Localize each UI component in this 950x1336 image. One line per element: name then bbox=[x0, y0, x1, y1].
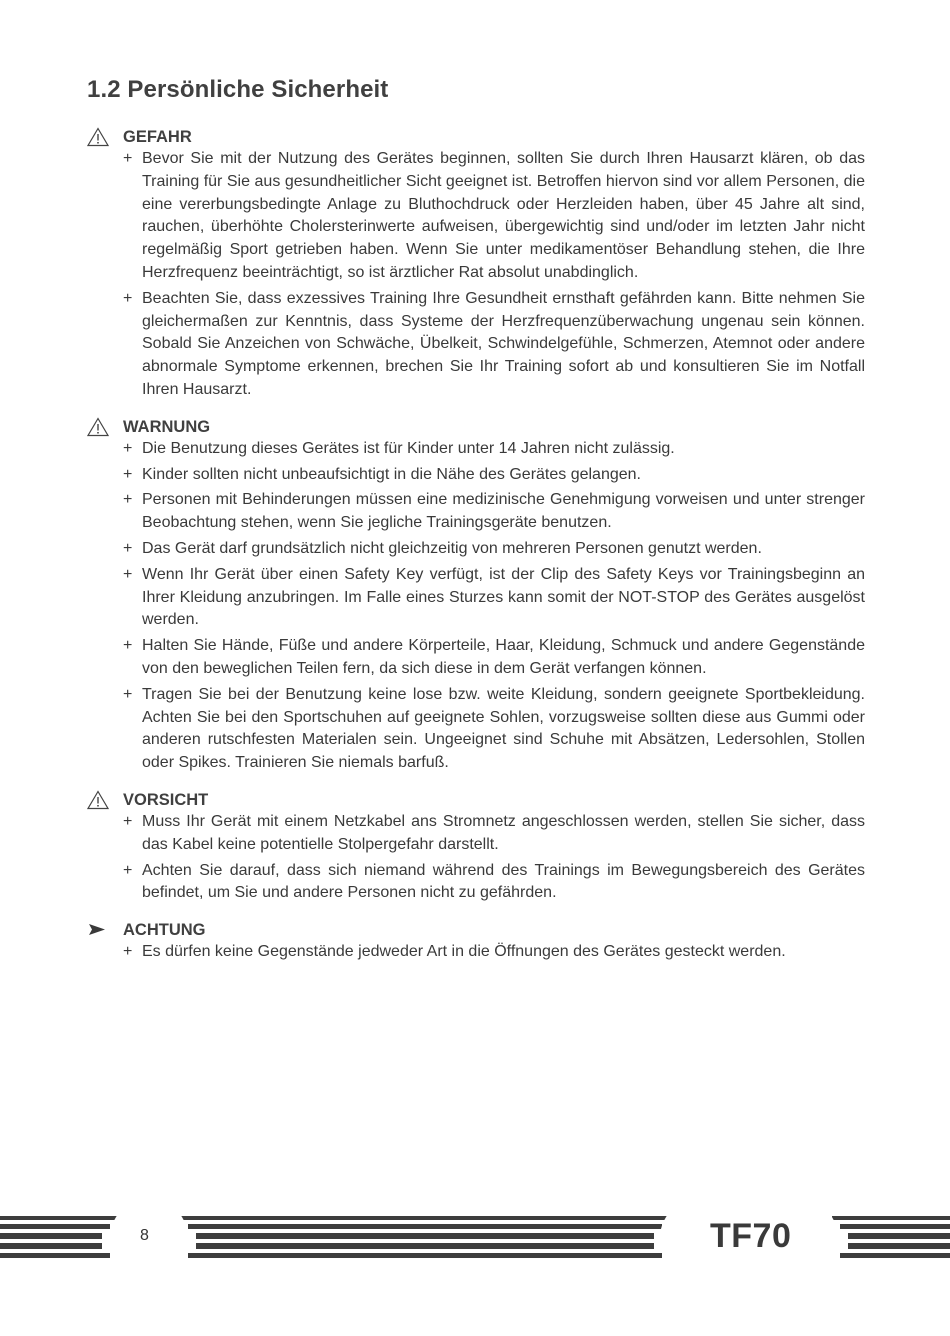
pointer-arrow-icon bbox=[87, 920, 109, 940]
section-warnung bbox=[87, 416, 865, 775]
list-item: + Halten Sie Hände, Füße und andere Körperteile, Haar, Kleidung, Schmuck und andere Gegenstände von den beweglichen Teilen fern, da sich diese in dem Gerät verfangen können. bbox=[123, 635, 865, 681]
list-item: + Die Benutzung dieses Gerätes ist für Kinder unter 14 Jahren nicht zulässig. bbox=[123, 438, 865, 461]
section-header bbox=[87, 789, 865, 811]
section-title: WARNUNG bbox=[123, 417, 211, 436]
warning-triangle-icon bbox=[87, 417, 109, 437]
section-title: ACHTUNG bbox=[123, 921, 206, 940]
list-item: + Wenn Ihr Gerät über einen Safety Key verfügt, ist der Clip des Safety Keys vor Trainingsbeginn an Ihrer Kleidung anzubringen. Im Falle eines Sturzes kann somit der NOT-STOP des Gerätes ausgelöst werden. bbox=[123, 564, 865, 632]
list-item: + Kinder sollten nicht unbeaufsichtigt in die Nähe des Gerätes gelangen. bbox=[123, 464, 865, 487]
model-name: TF70 bbox=[710, 1217, 792, 1255]
section-gefahr bbox=[87, 126, 865, 402]
list-item: + Personen mit Behinderungen müssen eine medizinische Genehmigung vorweisen und unter strenger Beobachtung stehen, wenn Sie jegliche Trainingsgeräte benutzen. bbox=[123, 489, 865, 535]
list-item: + Bevor Sie mit der Nutzung des Gerätes beginnen, sollten Sie durch Ihren Hausarzt klären, ob das Training für Sie aus gesundheitlicher Sicht geeignet ist. Betroffen hiervon sind vor allem Personen, die eine vererbungsbedingte Anlage zu Bluthochdruck oder Herzleiden haben, über 45 Jahre alt sind, rauchen, überhöhte Cholersterinwerte aufweisen, übergewichtig sind und/oder im letzten Jahr nicht regelmäßig Sport getrieben haben. Wenn Sie unter medikamentöser Behandlung stehen, die Ihre Herzfrequenz beeinträchtigt, so ist ärztlicher Rat absolut unabdinglich. bbox=[123, 148, 865, 285]
list-item: + Tragen Sie bei der Benutzung keine lose bzw. weite Kleidung, sondern geeignete Sportbekleidung. Achten Sie bei den Sportschuhen auf geeignete Sohlen, vorzugsweise sollten diese aus Gummi oder anderen rutschfesten Materialen sein. Ungeeignet sind Schuhe mit Absätzen, Ledersohlen, Stollen oder Spikes. Trainieren Sie niemals barfuß. bbox=[123, 684, 865, 775]
section-vorsicht bbox=[87, 789, 865, 905]
page-number: 8 bbox=[140, 1227, 149, 1244]
section-title: GEFAHR bbox=[123, 128, 192, 146]
list-item: + Achten Sie darauf, dass sich niemand während des Trainings im Bewegungsbereich des Gerätes befindet, um Sie und andere Personen nicht zu gefährden. bbox=[123, 860, 865, 906]
section-title: VORSICHT bbox=[123, 790, 209, 809]
item-list bbox=[87, 941, 865, 964]
section-achtung bbox=[87, 919, 865, 964]
section-header bbox=[87, 416, 865, 438]
list-item: + Das Gerät darf grundsätzlich nicht gleichzeitig von mehreren Personen genutzt werden. bbox=[123, 538, 865, 561]
list-item: + Beachten Sie, dass exzessives Training Ihre Gesundheit ernsthaft gefährden kann. Bitte nehmen Sie gleichermaßen zur Kenntnis, dass Systeme der Herzfrequenzüberwachung ungenau sein können. Sobald Sie Anzeichen von Schwäche, Übelkeit, Schwindelgefühle, Schmerzen, Atemnot oder andere abnormale Symptome erkennen, brechen Sie Ihr Training sofort ab und konsultieren Sie im Notfall Ihren Hausarzt. bbox=[123, 288, 865, 402]
section-header bbox=[87, 919, 865, 941]
item-list bbox=[87, 148, 865, 402]
warning-triangle-icon bbox=[87, 790, 109, 810]
item-list bbox=[87, 438, 865, 775]
item-list bbox=[87, 811, 865, 905]
section-header bbox=[87, 126, 865, 148]
safety-content bbox=[87, 126, 865, 978]
warning-triangle-icon bbox=[87, 127, 109, 147]
list-item: + Es dürfen keine Gegenstände jedweder Art in die Öffnungen des Gerätes gesteckt werden. bbox=[123, 941, 865, 964]
list-item: + Muss Ihr Gerät mit einem Netzkabel ans Stromnetz angeschlossen werden, stellen Sie sicher, dass das Kabel keine potentielle Stolpergefahr darstellt. bbox=[123, 811, 865, 857]
page-title: 1.2 Persönliche Sicherheit bbox=[87, 76, 389, 103]
